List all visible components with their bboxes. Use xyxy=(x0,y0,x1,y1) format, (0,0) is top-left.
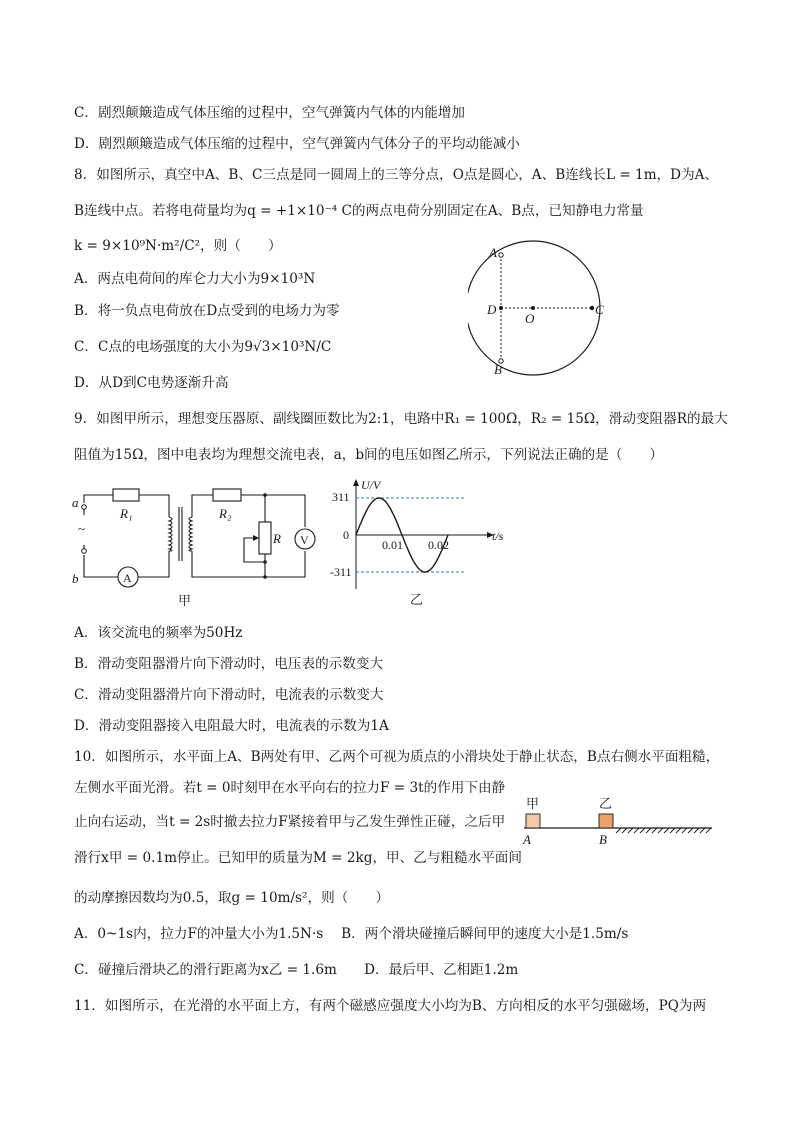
label-r: R xyxy=(273,531,281,546)
option-8a: A．两点电荷间的库仑力大小为9×10³N xyxy=(74,271,316,287)
rheostat-slider-arrow xyxy=(253,535,259,541)
tick-x-0-01: 0.01 xyxy=(382,538,403,552)
label-c: C xyxy=(595,302,604,317)
question-8-line2: B连线中点。若将电荷量均为q = +1×10⁻⁴ C的两点电荷分别固定在A、B点，已知静电力常量 xyxy=(74,203,644,219)
voltmeter-label: V xyxy=(300,533,309,547)
junction-top xyxy=(263,493,267,497)
y-axis-arrow xyxy=(353,479,359,486)
question-9-line2: 阻值为15Ω，图中电表均为理想交流电表，a，b间的电压如图乙所示，下列说法正确的是（ ） xyxy=(74,447,664,463)
question-10-line4: 滑行x甲 = 0.1m停止。已知甲的质量为M = 2kg，甲、乙与粗糙水平面间 xyxy=(74,850,522,866)
question-8-line1: 8．如图所示，真空中A、B、C三点是同一圆周上的三等分点，O点是圆心，A、B连线长L = 1m，D为A、 xyxy=(74,167,719,183)
point-o xyxy=(531,306,535,310)
option-9b: B．滑动变阻器滑片向下滑动时，电压表的示数变大 xyxy=(74,656,384,672)
label-terminal-a: a xyxy=(72,495,79,510)
question-10-line3: 止向右运动，当t = 2s时撤去拉力F紧接着甲与乙发生弹性正碰，之后甲 xyxy=(74,814,506,830)
ammeter-label: A xyxy=(123,571,132,585)
option-7d: D．剧烈颠簸造成气体压缩的过程中，空气弹簧内气体分子的平均动能减小 xyxy=(74,136,520,152)
caption-jia: 甲 xyxy=(178,593,192,608)
label-o: O xyxy=(525,311,535,326)
option-9d: D．滑动变阻器接入电阻最大时，电流表的示数为1A xyxy=(74,718,389,734)
figure-q9-circuit xyxy=(68,485,330,610)
terminal-b xyxy=(82,549,87,554)
point-a xyxy=(499,253,503,257)
label-terminal-b: b xyxy=(72,571,79,586)
figure-q9-waveform xyxy=(330,475,515,610)
label-r1: R₁ xyxy=(120,506,133,521)
option-8d: D．从D到C电势逐渐升高 xyxy=(74,375,229,391)
label-point-b: B xyxy=(599,832,607,847)
block-jia xyxy=(526,814,540,828)
label-ac-source: ~ xyxy=(78,521,86,536)
junction-bottom xyxy=(263,575,267,579)
tick-y-max: 311 xyxy=(332,490,350,504)
question-10-line1: 10．如图所示，水平面上A、B两处有甲、乙两个可视为质点的小滑块处于静止状态，B点右侧水平面粗糙， xyxy=(74,749,720,765)
option-9a: A．该交流电的频率为50Hz xyxy=(74,625,243,641)
block-yi xyxy=(599,814,613,828)
tick-x-0-02: 0.02 xyxy=(428,538,449,552)
question-11-line1: 11．如图所示，在光滑的水平面上方，有两个磁感应强度大小均为B、方向相反的水平匀强磁场，PQ为两 xyxy=(74,998,707,1014)
option-8b: B．将一负点电荷放在D点受到的电场力为零 xyxy=(74,303,340,319)
terminal-a xyxy=(82,505,87,510)
question-8-line3: k = 9×10⁹N·m²/C²，则（ ） xyxy=(74,238,282,254)
figure-q8-circle xyxy=(468,240,628,380)
label-point-a: A xyxy=(523,832,531,847)
question-10-line5: 的动摩擦因数均为0.5，取g = 10m/s²，则（ ） xyxy=(74,890,390,906)
label-jia: 甲 xyxy=(526,796,540,811)
junction-mid xyxy=(263,560,267,564)
label-a: A xyxy=(489,245,497,260)
axis-label-x: t/s xyxy=(492,529,504,543)
label-b: B xyxy=(494,362,502,377)
axis-label-y: U/V xyxy=(361,478,381,492)
option-7c: C．剧烈颠簸造成气体压缩的过程中，空气弹簧内气体的内能增加 xyxy=(74,105,466,121)
caption-yi: 乙 xyxy=(410,592,424,607)
options-10cd: C．碰撞后滑块乙的滑行距离为x乙 = 1.6m D．最后甲、乙相距1.2m xyxy=(74,962,519,978)
point-c xyxy=(590,306,594,310)
question-10-line2: 左侧水平面光滑。若t = 0时刻甲在水平向右的拉力F = 3t的作用下由静 xyxy=(74,780,506,796)
label-yi: 乙 xyxy=(599,796,613,811)
label-r2: R₂ xyxy=(219,506,232,521)
figure-q10-blocks xyxy=(520,795,720,847)
label-d: D xyxy=(487,302,497,317)
tick-y-zero: 0 xyxy=(343,528,349,542)
option-9c: C．滑动变阻器滑片向下滑动时，电流表的示数变大 xyxy=(74,687,384,703)
point-d xyxy=(499,306,503,310)
rough-surface-hatch xyxy=(616,828,711,833)
tick-y-min: -311 xyxy=(330,565,352,579)
option-8c: C．C点的电场强度的大小为9√3×10³N/C xyxy=(74,339,332,355)
options-10ab: A．0~1s内，拉力F的冲量大小为1.5N·s B．两个滑块碰撞后瞬间甲的速度大小是1.5m/s xyxy=(74,926,629,942)
question-9-line1: 9．如图甲所示，理想变压器原、副线圈匝数比为2:1，电路中R₁ = 100Ω，R₂ = 15Ω，滑动变阻器R的最大 xyxy=(74,411,728,427)
